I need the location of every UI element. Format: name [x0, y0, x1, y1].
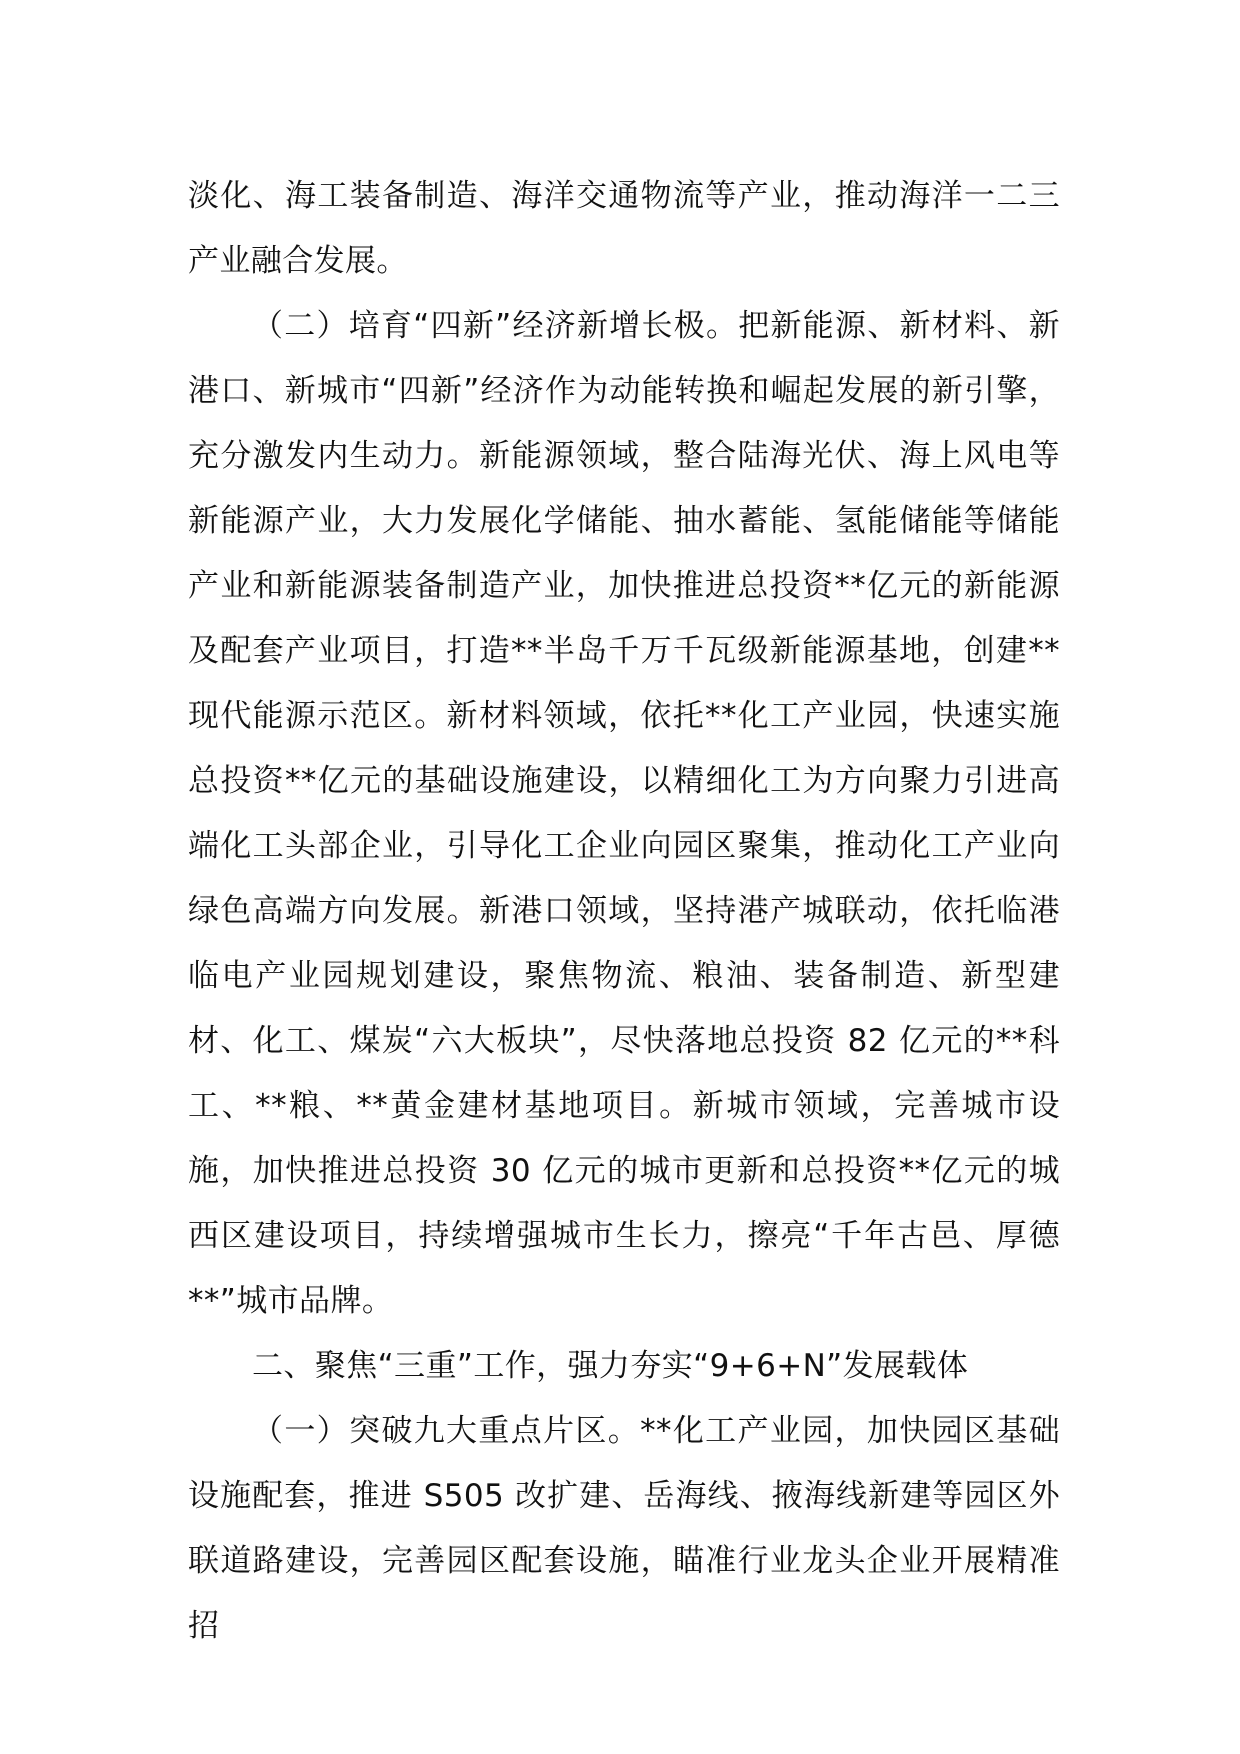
body-text [188, 164, 1060, 1659]
section-heading-two: 二、聚焦“三重”工作，强力夯实“9+6+N”发展载体 [252, 1348, 969, 1384]
paragraph-nine-key-areas: （一）突破九大重点片区。**化工产业园，加快园区基础设施配套，推进 S505 改扩建、岳海线、掖海线新建等园区外联道路建设，完善园区配套设施，瞄准行业龙头企业开展精准招 [188, 1413, 1060, 1644]
paragraph-continuation: 淡化、海工装备制造、海洋交通物流等产业，推动海洋一二三产业融合发展。 [188, 178, 1060, 279]
paragraph-four-new-economy: （二）培育“四新”经济新增长极。把新能源、新材料、新港口、新城市“四新”经济作为动能转换和崛起发展的新引擎，充分激发内生动力。新能源领域，整合陆海光伏、海上风电等新能源产业，大力发展化学储能、抽水蓄能、氢能储能等储能产业和新能源装备制造产业，加快推进总投资**亿元的新能源及配套产业项目，打造**半岛千万千瓦级新能源基地，创建**现代能源示范区。新材料领域，依托**化工产业园，快速实施总投资**亿元的基础设施建设，以精细化工为方向聚力引进高端化工头部企业，引导化工企业向园区聚集，推动化工产业向绿色高端方向发展。新港口领域，坚持港产城联动，依托临港临电产业园规划建设，聚焦物流、粮油、装备制造、新型建材、化工、煤炭“六大板块”，尽快落地总投资 82 亿元的**科工、**粮、**黄金建材基地项目。新城市领域，完善城市设施，加快推进总投资 30 亿元的城市更新和总投资**亿元的城西区建设项目，持续增强城市生长力，擦亮“千年古邑、厚德**”城市品牌。 [188, 308, 1060, 1319]
